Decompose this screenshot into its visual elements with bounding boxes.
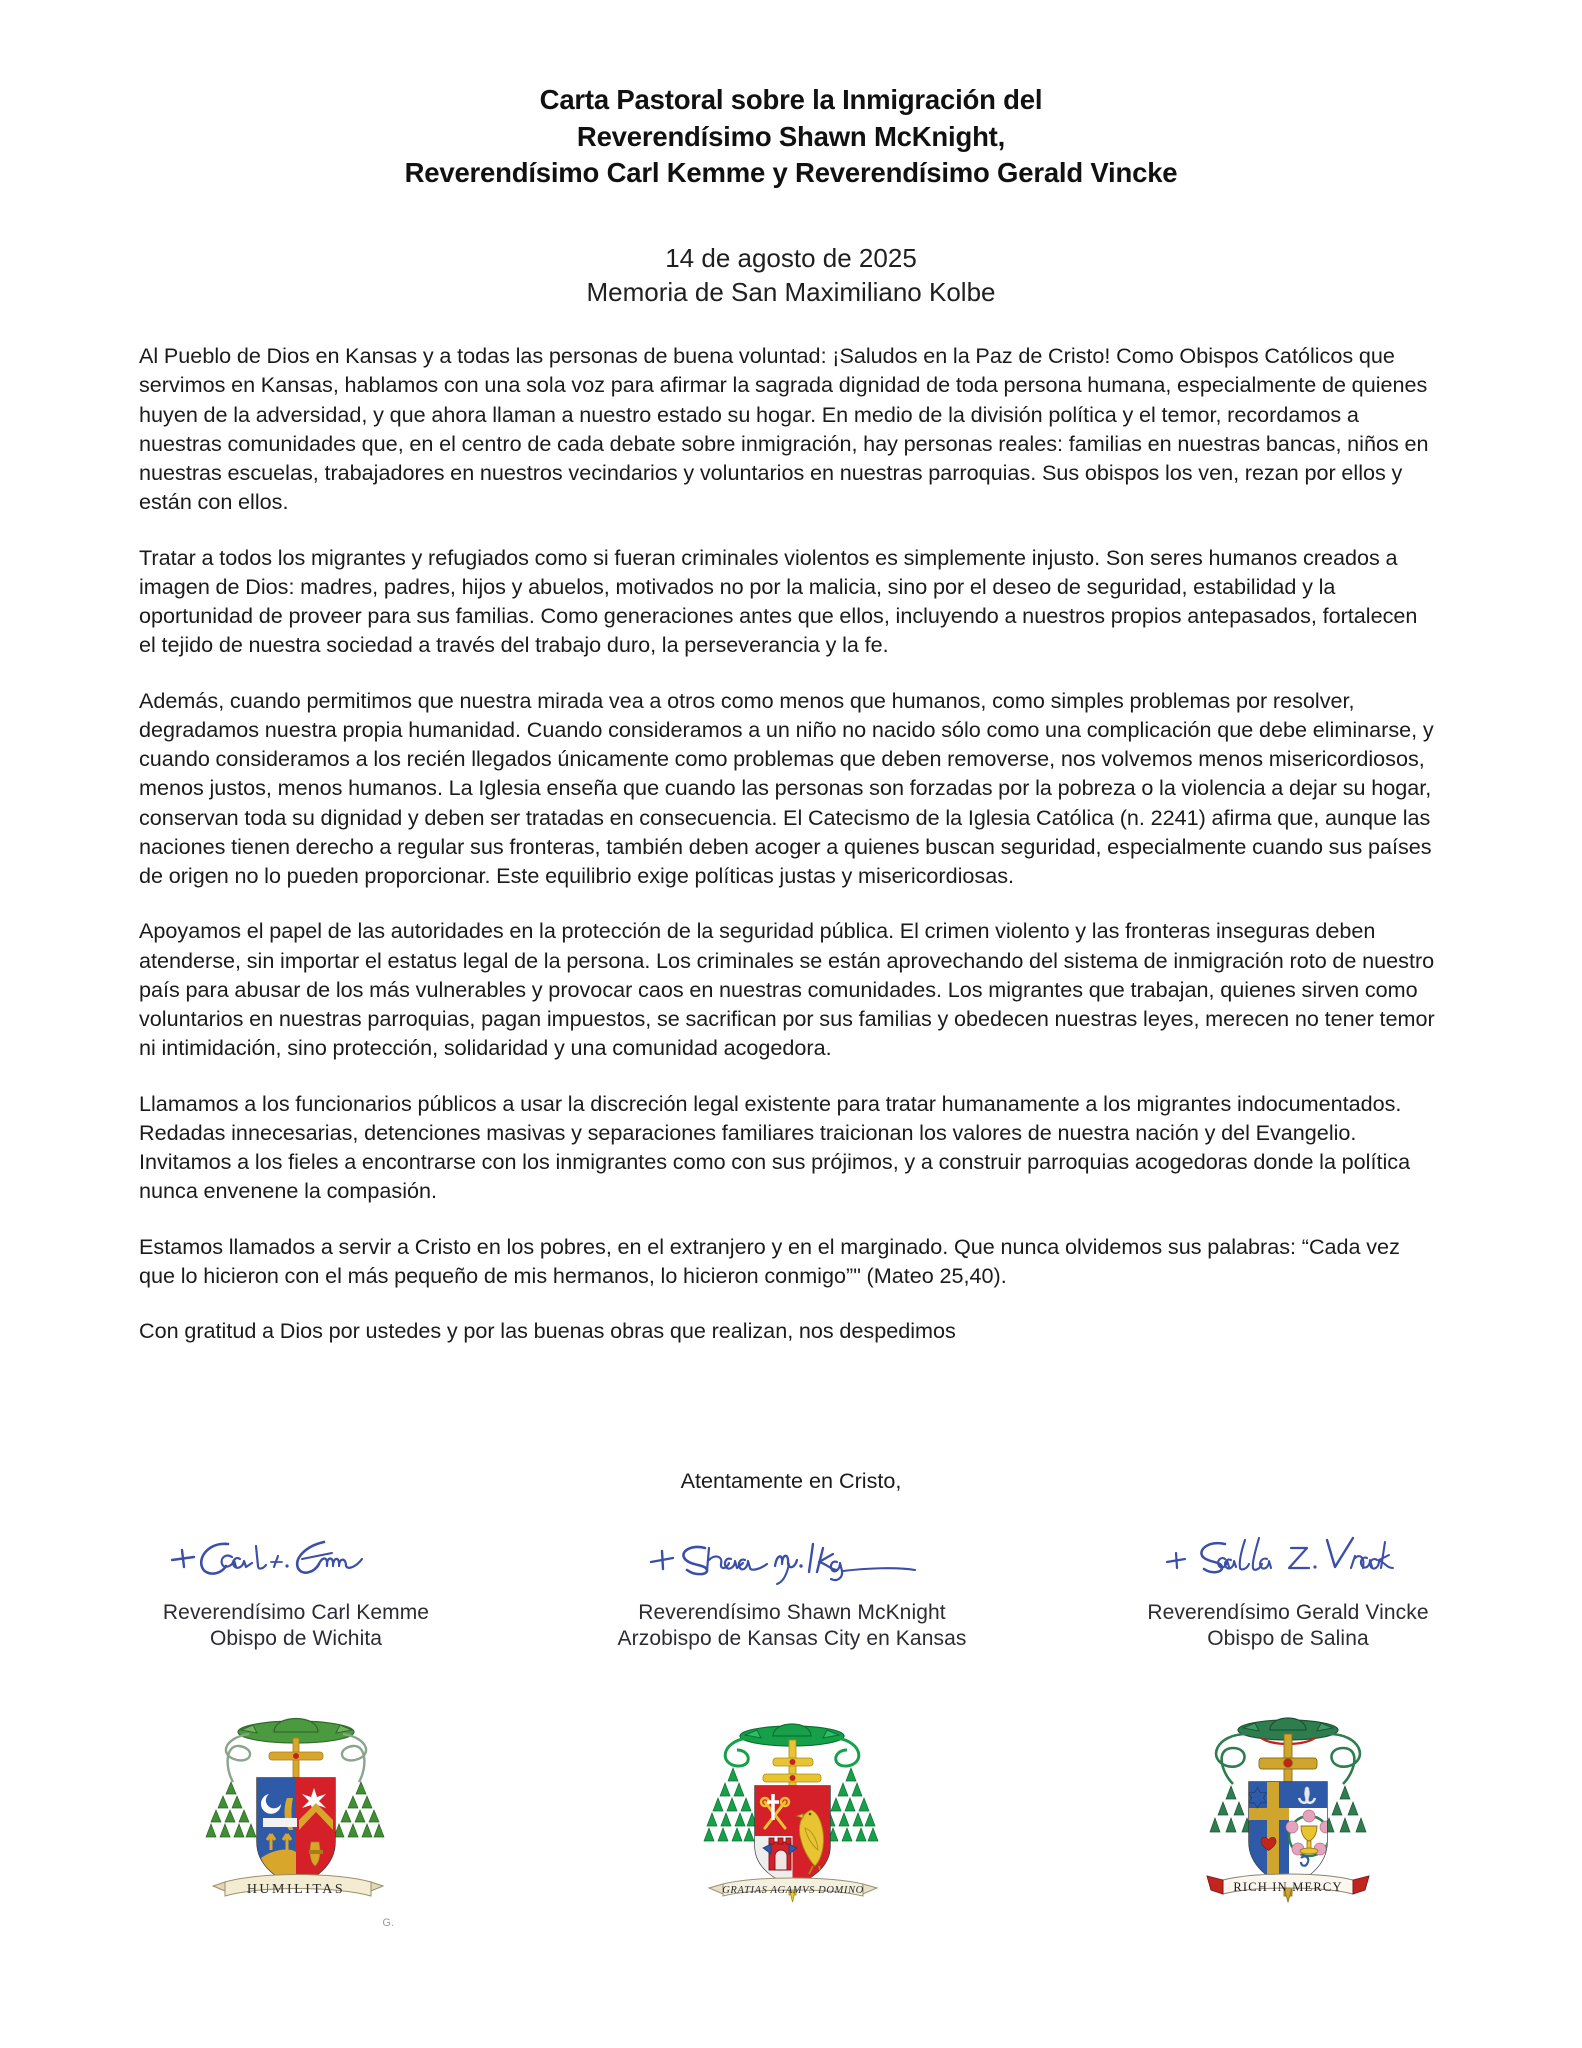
body-paragraph: Con gratitud a Dios por ustedes y por las buenas obras que realizan, nos despedimos (139, 1318, 956, 1343)
document-date (121, 192, 1461, 310)
signature-name: Reverendísimo Gerald Vincke (1147, 1601, 1429, 1624)
coat-of-arms-mcknight (576, 1690, 1008, 1915)
document-title (121, 0, 1461, 192)
signature-block-kemme (80, 1520, 512, 1653)
body-paragraph: Además, cuando permitimos que nuestra mirada vea a otros como menos que humanos, como simples problemas por resolver, degradamos nuestra propia humanidad. Cuando consideramos a un niño no nacido sólo como una complicación que debe eliminarse, y cuando consideramos a los recién llegados únicamente como problemas que deben removerse, nos volvemos menos misericordiosos, menos justos, menos humanos. La Iglesia enseña que cuando las personas son forzadas por la pobreza o la violencia a dejar su hogar, conservan toda su dignidad y deben ser tratadas en consecuencia. El Catecismo de la Iglesia Católica (n. 2241) afirma que, aunque las naciones tienen derecho a regular sus fronteras, también deben acoger a quienes buscan seguridad, especialmente cuando sus países de origen no lo pueden proporcionar. Este equilibrio exige políticas justas y misericordiosas. (139, 687, 1434, 888)
title-line-2: Reverendísimo Shawn McKnight, (576, 120, 1006, 152)
motto-scroll (709, 1878, 877, 1896)
shield (257, 1776, 337, 1888)
body-paragraph: Llamamos a los funcionarios públicos a usar la discreción legal existente para tratar humanamente a los migrantes indocumentados. Redadas innecesarias, detenciones masivas y separaciones familiares traicionan los valores de nuestra nación y del Evangelio. Invitamos a los fieles a encontrarse con los inmigrantes como con sus prójimos, y a construir parroquias acogedoras donde la política nunca envenene la compasión. (139, 1090, 1411, 1204)
motto-text: GRATIAS AGAMVS DOMINO (721, 1885, 864, 1896)
body-paragraph: Apoyamos el papel de las autoridades en la protección de la seguridad pública. El crimen violento y las fronteras inseguras deben atenderse, sin importar el estatus legal de la persona. Los criminales se están aprovechando del sistema de inmigración roto de nuestro país para abusar de los más vulnerables y provocar caos en nuestras comunidades. Los migrantes que trabajan, quienes sirven como voluntarios en nuestras parroquias, pagan impuestos, se sacrifican por sus familias y obedecen nuestras leyes, merecen no tener temor ni intimidación, sino protección, solidaridad y una comunidad acogedora. (139, 918, 1435, 1061)
signature-title: Arzobispo de Kansas City en Kansas (617, 1627, 967, 1651)
body-paragraph: Al Pueblo de Dios en Kansas y a todas las personas de buena voluntad: ¡Saludos en la Paz de Cristo! Como Obispos Católicos que servimos en Kansas, hablamos con una sola voz para afirmar la sagrada dignidad de toda persona humana, especialmente de quienes huyen de la adversidad, y que ahora llaman a nuestro estado su hogar. En medio de la división política y el temor, recordamos a nuestras comunidades que, en el centro de cada debate sobre inmigración, hay personas reales: familias en nuestras bancas, niños en nuestras escuelas, trabajadores en nuestros vecindarios y voluntarios en nuestras parroquias. Sus obispos los ven, rezan por ellos y están con ellos. (139, 343, 1429, 515)
signature-title: Obispo de Wichita (209, 1627, 383, 1651)
coat-of-arms-vincke (1072, 1690, 1504, 1915)
shield (755, 1784, 833, 1888)
motto-text: HUMILITAS (246, 1882, 345, 1897)
signature-block-vincke (1072, 1520, 1504, 1653)
coat-of-arms-kemme (80, 1690, 512, 1929)
signature-title: Obispo de Salina (1207, 1627, 1369, 1651)
signature-image-mcknight (576, 1520, 1008, 1592)
body-paragraph: Tratar a todos los migrantes y refugiados como si fueran criminales violentos es simplemente injusto. Son seres humanos creados a imagen de Dios: madres, padres, hijos y abuelos, motivados no por la malicia, sino por el deseo de seguridad, estabilidad y la oportunidad de proveer para sus familias. Como generaciones antes que ellos, incluyendo a nuestros propios antepasados, fortalecen el tejido de nuestra sociedad a través del trabajo duro, la perseverancia y la fe. (139, 544, 1418, 658)
title-line-3: Reverendísimo Carl Kemme y Reverendísimo Gerald Vincke (404, 157, 1178, 189)
motto-scroll (1207, 1874, 1369, 1894)
signature-block-mcknight (576, 1520, 1008, 1653)
closing-salutation: Atentamente en Cristo, (680, 1468, 902, 1493)
shield (1248, 1780, 1331, 1890)
body-paragraph: Estamos llamados a servir a Cristo en los pobres, en el extranjero y en el marginado. Que nunca olvidemos sus palabras: “Cada vez que lo hicieron con el más pequeño de mis hermanos, lo hicieron conmigo”" (Mateo 25,40). (139, 1233, 1400, 1288)
artist-credit: G. (382, 1917, 394, 1929)
signature-name: Reverendísimo Carl Kemme (162, 1601, 430, 1624)
title-line-1: Carta Pastoral sobre la Inmigración del (539, 84, 1043, 115)
signature-image-vincke (1072, 1520, 1504, 1592)
signature-name: Reverendísimo Shawn McKnight (638, 1601, 946, 1624)
coat-of-arms-row (80, 1690, 1504, 1929)
date-line: 14 de agosto de 2025 (665, 242, 917, 273)
letter-body (139, 341, 1439, 1345)
motto-scroll (213, 1875, 383, 1898)
feast-line: Memoria de San Maximiliano Kolbe (586, 277, 996, 308)
motto-text: RICH IN MERCY (1232, 1880, 1343, 1894)
signature-row (80, 1520, 1504, 1653)
signature-image-kemme (80, 1520, 512, 1592)
